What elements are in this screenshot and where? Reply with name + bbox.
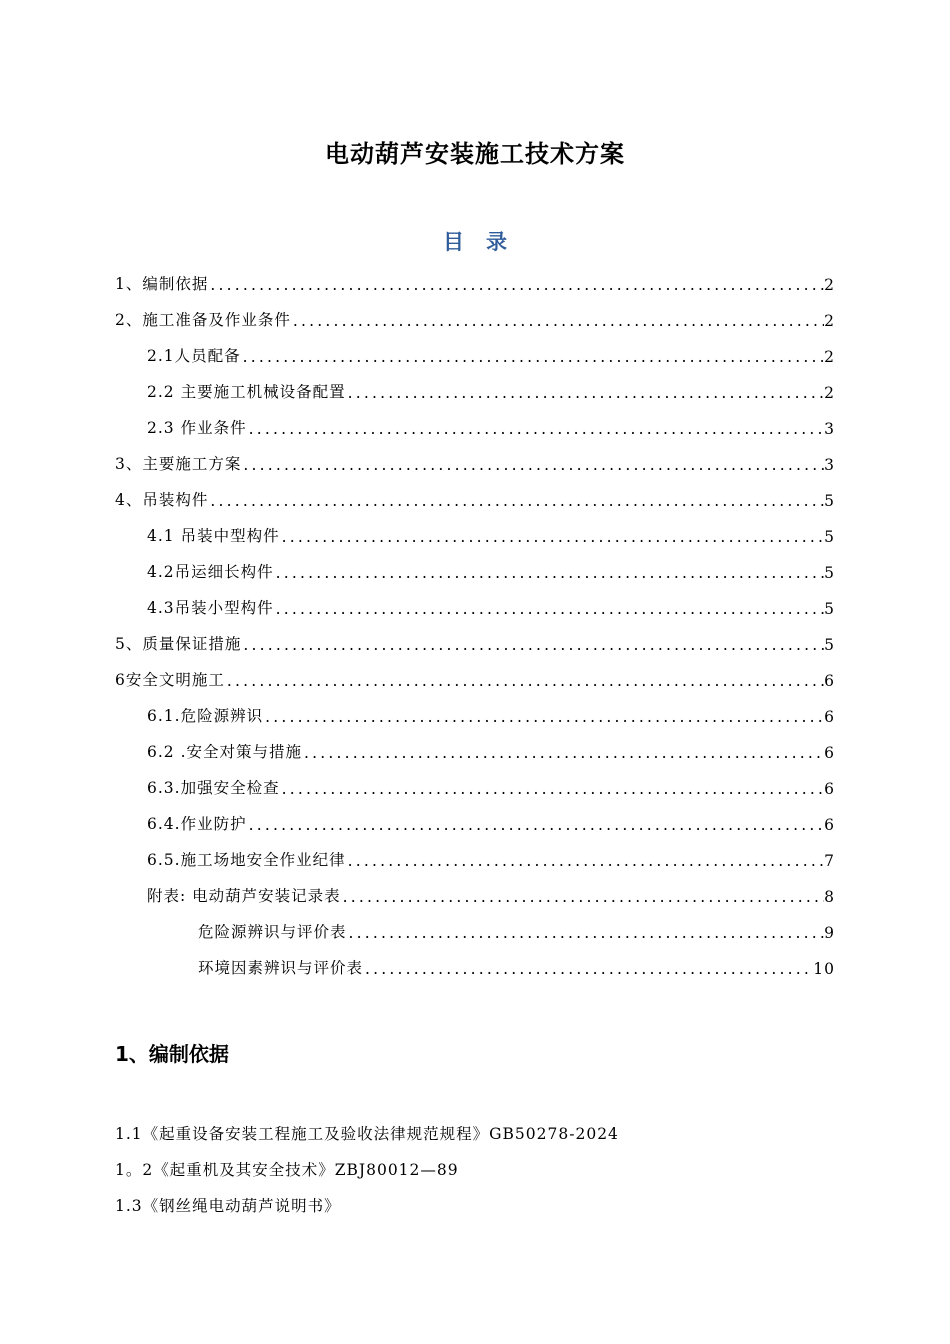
toc-entry-page: 5 xyxy=(824,636,835,654)
toc-dot-leader xyxy=(291,312,824,330)
toc-dot-leader xyxy=(241,456,824,474)
toc-entry-label: 2.2 主要施工机械设备配置 xyxy=(147,383,346,401)
toc-dot-leader xyxy=(208,276,824,294)
toc-entry-label: 4.3吊装小型构件 xyxy=(147,599,274,617)
toc-entry-page: 6 xyxy=(824,672,835,690)
toc-dot-leader xyxy=(280,528,825,546)
toc-entry[interactable] xyxy=(147,694,835,726)
toc-entry[interactable] xyxy=(115,298,835,330)
toc-dot-leader xyxy=(341,888,824,906)
toc-entry[interactable] xyxy=(147,406,835,438)
toc-entry-page: 7 xyxy=(824,852,835,870)
toc-heading: 目录 xyxy=(443,230,529,254)
toc-dot-leader xyxy=(247,816,825,834)
toc-entry-label: 5、质量保证措施 xyxy=(115,635,242,653)
toc-entry[interactable] xyxy=(147,766,835,798)
toc-entry-label: 危险源辨识与评价表 xyxy=(198,923,347,941)
toc-entry[interactable] xyxy=(147,874,835,906)
toc-entry[interactable] xyxy=(147,550,835,582)
toc-entry-page: 6 xyxy=(824,780,835,798)
toc-entry[interactable] xyxy=(198,946,835,978)
toc-entry-label: 1、编制依据 xyxy=(115,275,209,293)
toc-entry-page: 6 xyxy=(824,744,835,762)
reference-item: 1.3《钢丝绳电动葫芦说明书》 xyxy=(115,1197,341,1215)
toc-dot-leader xyxy=(208,492,824,510)
toc-entry-page: 10 xyxy=(813,960,835,978)
toc-entry-label: 6.2 .安全对策与措施 xyxy=(147,743,303,761)
toc-entry-page: 3 xyxy=(824,420,835,438)
toc-entry[interactable] xyxy=(115,622,835,654)
toc-dot-leader xyxy=(346,852,825,870)
toc-entry[interactable] xyxy=(115,262,835,294)
toc-entry-label: 3、主要施工方案 xyxy=(115,455,242,473)
toc-dot-leader xyxy=(241,348,824,366)
toc-entry[interactable] xyxy=(198,910,835,942)
toc-entry[interactable] xyxy=(147,334,835,366)
toc-entry-page: 8 xyxy=(824,888,835,906)
toc-dot-leader xyxy=(363,960,813,978)
toc-entry-label: 环境因素辨识与评价表 xyxy=(198,959,364,977)
toc-entry-page: 3 xyxy=(824,456,835,474)
toc-entry-page: 2 xyxy=(824,348,835,366)
toc-entry-label: 6.5.施工场地安全作业纪律 xyxy=(147,851,346,869)
toc-entry-label: 6.1.危险源辨识 xyxy=(147,707,264,725)
toc-entry-label: 4、吊装构件 xyxy=(115,491,209,509)
toc-entry-page: 9 xyxy=(824,924,835,942)
toc-dot-leader xyxy=(274,600,824,618)
toc-entry-label: 6.4.作业防护 xyxy=(147,815,247,833)
toc-entry[interactable] xyxy=(147,370,835,402)
toc-entry-page: 6 xyxy=(824,816,835,834)
toc-entry[interactable] xyxy=(147,802,835,834)
toc-dot-leader xyxy=(280,780,825,798)
toc-entry-page: 2 xyxy=(824,312,835,330)
toc-entry-label: 附表: 电动葫芦安装记录表 xyxy=(147,887,341,905)
toc-dot-leader xyxy=(274,564,824,582)
toc-entry-page: 2 xyxy=(824,384,835,402)
toc-entry-label: 6安全文明施工 xyxy=(115,671,225,689)
toc-entry-page: 6 xyxy=(824,708,835,726)
toc-dot-leader xyxy=(247,420,825,438)
toc-entry-page: 2 xyxy=(824,276,835,294)
section-heading: 1、编制依据 xyxy=(115,1042,229,1066)
toc-entry[interactable] xyxy=(115,478,835,510)
toc-entry-label: 2.3 作业条件 xyxy=(147,419,247,437)
toc-dot-leader xyxy=(346,384,825,402)
toc-dot-leader xyxy=(347,924,825,942)
toc-dot-leader xyxy=(241,636,824,654)
document-title: 电动葫芦安装施工技术方案 xyxy=(325,140,625,168)
toc-entry[interactable] xyxy=(115,658,835,690)
toc-entry[interactable] xyxy=(147,730,835,762)
toc-dot-leader xyxy=(263,708,824,726)
toc-entry-label: 2、施工准备及作业条件 xyxy=(115,311,291,329)
toc-entry-label: 6.3.加强安全检查 xyxy=(147,779,280,797)
toc-entry[interactable] xyxy=(147,586,835,618)
toc-entry-page: 5 xyxy=(824,492,835,510)
toc-entry-label: 2.1人员配备 xyxy=(147,347,241,365)
toc-entry[interactable] xyxy=(147,514,835,546)
toc-entry[interactable] xyxy=(147,838,835,870)
toc-entry-page: 5 xyxy=(824,600,835,618)
reference-item: 1。2《起重机及其安全技术》ZBJ80012—89 xyxy=(115,1161,459,1179)
toc-entry-page: 5 xyxy=(824,564,835,582)
toc-entry-label: 4.2吊运细长构件 xyxy=(147,563,274,581)
toc-entry-page: 5 xyxy=(824,528,835,546)
reference-item: 1.1《起重设备安装工程施工及验收法律规范规程》GB50278-2024 xyxy=(115,1125,619,1143)
toc-dot-leader xyxy=(225,672,824,690)
toc-entry[interactable] xyxy=(115,442,835,474)
toc-dot-leader xyxy=(302,744,824,762)
toc-entry-label: 4.1 吊装中型构件 xyxy=(147,527,280,545)
